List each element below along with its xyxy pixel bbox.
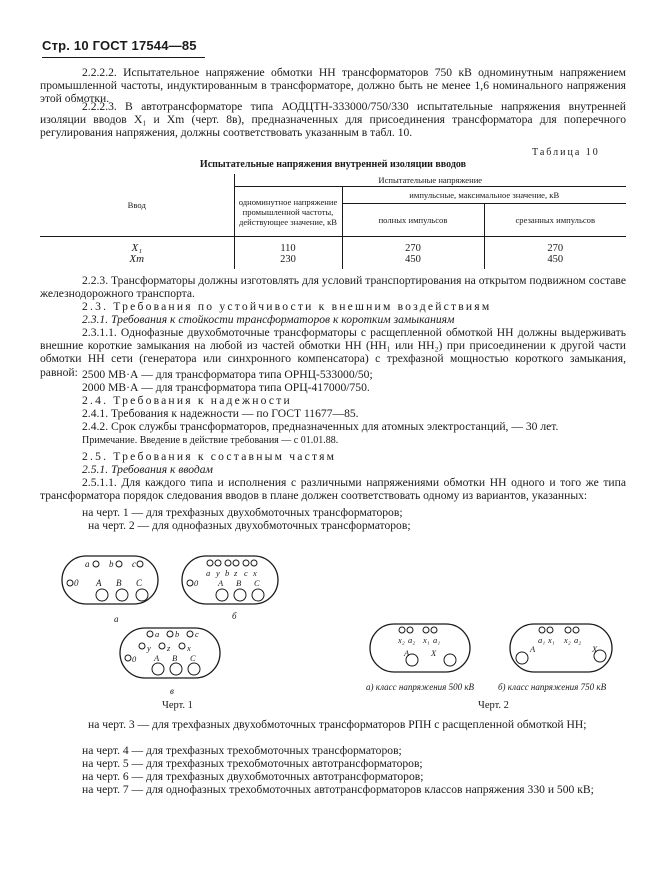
- terminal-label: a: [206, 568, 211, 578]
- test-voltage-table: [40, 174, 626, 269]
- heading-2-4: 2.4. Требования к надежности: [82, 394, 292, 407]
- table-number: Таблица 10: [532, 147, 600, 158]
- terminal-label: b: [225, 568, 230, 578]
- paragraph-2-2-2-3: 2.2.2.3. В автотрансформаторе типа АОДЦТН-333000/750/330 испытательные напряжения внутренней изоляции вводов X₁ и Xm (черт. 8в), предназначенных для присоединения трансформатора для поперечного регулирования напряжения, должны соответствовать указанным в табл. 10.: [40, 100, 626, 140]
- header-rule: [42, 57, 205, 58]
- terminal-label: X: [592, 644, 598, 654]
- power-line-1: 2500 МВ·А — для трансформатора типа ОРНЦ-533000/50;: [82, 368, 373, 381]
- figure-1v-label: в: [170, 686, 174, 696]
- table-header-chopped: срезанных импульсов: [484, 204, 626, 237]
- power-line-2: 2000 МВ·А — для трансформатора типа ОРЦ-417000/750.: [82, 381, 370, 394]
- ref-chert-4: на черт. 4 — для трехфазных трехобмоточных трансформаторов;: [82, 744, 402, 757]
- figure-1a-label: а: [114, 614, 119, 624]
- table-title: Испытательные напряжения внутренней изоляции вводов: [199, 159, 467, 170]
- terminal-label: 0: [132, 654, 137, 664]
- cell-full: 270: [342, 237, 484, 255]
- terminal-label: B: [236, 578, 242, 588]
- paragraph-2-2-3: 2.2.3. Трансформаторы должны изготовлять для условий транспортирования на открытом подвижном составе железнодорожного транспорта.: [40, 274, 626, 301]
- ref-chert-1: на черт. 1 — для трехфазных двухобмоточных трансформаторов;: [82, 506, 403, 519]
- ref-chert-7: на черт. 7 — для однофазных трехобмоточных автотрансформаторов классов напряжения 330 и 500 кВ;: [82, 783, 594, 796]
- ref-chert-2: на черт. 2 — для однофазных двухобмоточных трансформаторов;: [88, 519, 411, 532]
- terminal-label: x₂: [398, 635, 405, 645]
- figure-1b-label: б: [232, 611, 237, 621]
- heading-2-5: 2.5. Требования к составным частям: [82, 450, 337, 463]
- paragraph-2-5-1-1: 2.5.1.1. Для каждого типа и исполнения с различными напряжениями обмотки НН одного и того же типа трансформатора порядок следования вводов в плане должен соответствовать одному из вариантов, указанных:: [40, 476, 626, 503]
- terminal-label: C: [136, 578, 143, 588]
- ref-chert-5: на черт. 5 — для трехфазных трехобмоточных автотрансформаторов;: [82, 757, 423, 770]
- chert-2-caption: Черт. 2: [478, 700, 509, 711]
- terminal-label: B: [172, 653, 178, 663]
- paragraph-2-3-1-1: 2.3.1.1. Однофазные двухобмоточные трансформаторы с расщепленной обмоткой НН должны выдерживать внешние короткие замыкания на любой из частей обмотки НН (НН₁ или НН₂) при присоединении к другой части обмотки НН сети (генератора или синхронного компенсатора) с трехфазной мощностью короткого замыкания, равной:: [40, 326, 626, 379]
- terminal-label: X: [431, 648, 437, 658]
- terminal-label: a: [85, 559, 90, 569]
- terminal-label: B: [116, 578, 122, 588]
- table-header-input: Ввод: [40, 174, 234, 237]
- terminal-label: b: [175, 629, 180, 639]
- table-header-oneminute: одноминутное напряжение промышленной частоты, действующее значение, кВ: [234, 187, 342, 237]
- terminal-label: x: [253, 568, 257, 578]
- terminal-label: x₂: [564, 635, 571, 645]
- paragraph-2-4-1: 2.4.1. Требования к надежности — по ГОСТ 11677—85.: [82, 407, 359, 420]
- table-header-test: Испытательные напряжение: [234, 174, 626, 187]
- paragraph-2-2-2-2: 2.2.2.2. Испытательное напряжение обмотки НН трансформаторов 750 кВ одноминутным напряжением промышленной частоты, индуктированным в трансформаторе, должно быть не менее 1,6 номинального напряжения этой обмотки.: [40, 66, 626, 106]
- ref-chert-6: на черт. 6 — для трехфазных двухобмоточных автотрансформаторов;: [82, 770, 424, 783]
- terminal-label: 0: [74, 578, 79, 588]
- terminal-label: z: [167, 643, 171, 653]
- terminal-label: c: [132, 559, 136, 569]
- cell-oneminute: 230: [234, 254, 342, 269]
- heading-2-5-1: 2.5.1. Требования к вводам: [82, 463, 213, 476]
- terminal-label: A: [154, 653, 160, 663]
- cell-input: Xm: [129, 253, 145, 265]
- figure-1v: [118, 620, 222, 684]
- terminal-label: A: [530, 644, 536, 654]
- terminal-label: C: [190, 653, 196, 663]
- terminal-label: A: [218, 578, 224, 588]
- terminal-label: A: [404, 648, 410, 658]
- terminal-label: C: [254, 578, 260, 588]
- heading-2-3-1: 2.3.1. Требования к стойкости трансформаторов к коротким замыканиям: [82, 313, 455, 326]
- terminal-label: x₁: [548, 635, 555, 645]
- chert-1-caption: Черт. 1: [162, 700, 193, 711]
- cell-full: 450: [342, 254, 484, 269]
- cell-chopped: 270: [484, 237, 626, 255]
- terminal-label: b: [109, 559, 114, 569]
- terminal-label: y: [147, 643, 151, 653]
- terminal-label: 0: [194, 578, 199, 588]
- chert-2b-caption: б) класс напряжения 750 кВ: [498, 682, 607, 692]
- terminal-label: x₁: [423, 635, 430, 645]
- table-header-impulse: импульсные, максимальное значение, кВ: [342, 187, 626, 204]
- cell-input: X₁: [131, 242, 143, 254]
- terminal-label: a₂: [408, 635, 416, 645]
- terminal-label: a₁: [433, 635, 441, 645]
- terminal-label: A: [96, 578, 102, 588]
- figure-1b: [180, 548, 280, 608]
- paragraph-2-4-2: 2.4.2. Срок службы трансформаторов, предназначенных для атомных электростанций, — 30 лет.: [82, 420, 559, 433]
- terminal-label: z: [234, 568, 238, 578]
- tank-outline: [370, 624, 470, 672]
- note: Примечание. Введение в действие требования — с 01.01.88.: [82, 435, 339, 446]
- header-text: Стр. 10 ГОСТ 17544—85: [42, 38, 197, 53]
- terminal-label: c: [195, 629, 199, 639]
- heading-2-3: 2.3. Требования по устойчивости к внешним воздействиям: [82, 300, 492, 313]
- table-row: [40, 237, 626, 255]
- terminal-label: x: [187, 643, 191, 653]
- figure-2b: [508, 618, 614, 678]
- terminal-label: a: [155, 629, 160, 639]
- terminal-label: y: [216, 568, 220, 578]
- page-header: [42, 38, 197, 53]
- figure-1a: [60, 550, 160, 610]
- table-header-full: полных импульсов: [342, 204, 484, 237]
- ref-chert-3: на черт. 3 — для трехфазных двухобмоточных трансформаторов РПН с расщепленной обмоткой НН;: [88, 718, 587, 731]
- chert-2a-caption: а) класс напряжения 500 кВ: [366, 682, 475, 692]
- terminal-label: c: [244, 568, 248, 578]
- table-row: [40, 254, 626, 269]
- cell-oneminute: 110: [234, 237, 342, 255]
- figure-2a: [368, 618, 472, 678]
- cell-chopped: 450: [484, 254, 626, 269]
- terminal-label: a₁: [538, 635, 546, 645]
- terminal-label: a₂: [574, 635, 582, 645]
